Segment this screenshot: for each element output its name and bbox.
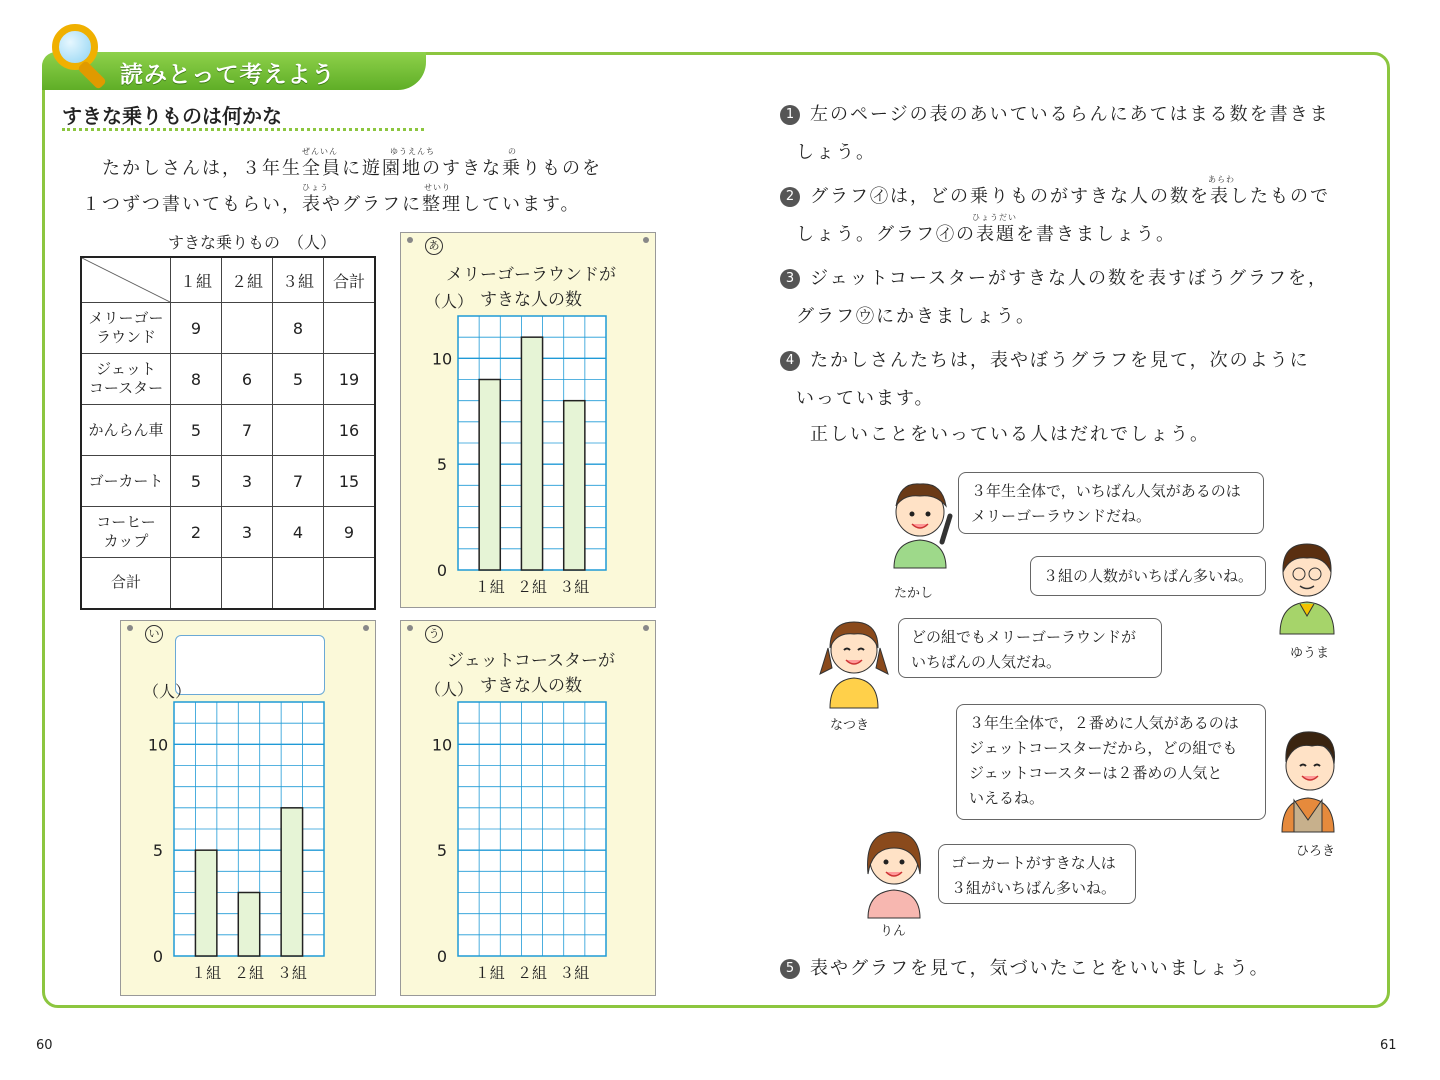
speech-takashi [958,472,1264,534]
speech-line: ジェットコースターだから，どの組でも [969,739,1238,757]
table-cell: 9 [171,303,222,354]
q2-text: グラフ㋑は，どの乗りものがすきな人の数を表したもので [810,186,1330,207]
page-number-left: 60 [36,1038,53,1053]
ruby-seiri: せいり [424,183,451,192]
x-tick-label: ３組 [559,964,590,982]
table-cell: 4 [273,507,324,558]
x-tick-label: ２組 [233,964,265,982]
chart-i-mark: い [145,625,163,643]
chart-u-title-line2: すきな人の数 [480,676,582,696]
question-2 [780,182,1330,208]
q4-cont: いっています。 [796,388,935,409]
chart-a-unit: （人） [425,292,474,311]
q4-number: 4 [780,351,800,371]
x-tick-label: １組 [474,578,505,596]
section-title: すきな乗りものは何かな [62,104,282,128]
hiroki-avatar [1272,720,1344,836]
x-tick-label: ２組 [516,578,548,596]
speech-line: メリーゴーラウンドだね。 [971,507,1152,525]
speech-line: ３年生全体で，いちばん人気があるのは [971,482,1241,500]
q4-cont2: 正しいことをいっている人はだれでしょう。 [810,424,1210,445]
table-cell: 7 [222,405,273,456]
y-tick-label: 5 [436,841,448,861]
table-caption: すきな乗りもの （人） [168,233,337,252]
y-tick-label: 5 [436,455,448,475]
chart-u-title-line1: ジェットコースターが [446,651,616,671]
table-cell: 15 [324,456,376,507]
col-header: 合計 [324,257,376,303]
takashi-avatar [880,472,960,582]
speech-yuuma [1030,556,1266,596]
ruby-hyoudai: ひょうだい [972,213,1017,222]
page-number-right: 61 [1380,1038,1397,1053]
takashi-name: たかし [894,586,934,601]
question-3 [780,264,1328,290]
q5-text: 表やグラフを見て，気づいたことをいいましょう。 [810,958,1270,979]
pin-icon [363,625,369,631]
table-cell: 3 [222,456,273,507]
row-label: ジェット コースター [81,354,171,405]
table-cell: 9 [324,507,376,558]
chart-i-unit: （人） [143,682,192,701]
ruby-hyou: ひょう [302,183,329,192]
speech-line: ３組の人数がいちばん多いね。 [1043,567,1254,585]
y-tick-label: 10 [431,349,453,369]
speech-line: ジェットコースターは２番めの人気と [969,764,1223,782]
speech-line: ３組がいちばん多いね。 [951,879,1117,897]
q2-cont: しょう。グラフ㋑の表題を書きましょう。 [796,224,1176,245]
speech-rin [938,844,1136,904]
y-tick-label: 10 [147,735,169,755]
q1-text: 左のページの表のあいているらんにあてはまる数を書きま [810,104,1330,125]
speech-natsuki [898,618,1162,678]
q5-number: 5 [780,959,800,979]
yuuma-name: ゆうま [1290,646,1330,661]
speech-line: いえるね。 [969,789,1045,807]
speech-line: どの組でもメリーゴーラウンドが [911,628,1137,646]
question-1 [780,100,1330,126]
y-tick-label: 10 [431,735,453,755]
speech-line: いちばんの人気だね。 [911,653,1062,671]
x-tick-label: ３組 [559,578,590,596]
table-cell: 6 [222,354,273,405]
row-label: 合計 [81,558,171,609]
q1-number: 1 [780,105,800,125]
rin-name: りん [880,924,907,939]
y-tick-label: 5 [152,841,164,861]
table-cell: 19 [324,354,376,405]
chart-a-title-line1: メリーゴーラウンドが [446,265,616,285]
chart-u-unit: （人） [425,680,474,699]
pin-icon [643,625,649,631]
ruby-arawa: あらわ [1208,175,1235,184]
q4-text: たかしさんたちは，表やぼうグラフを見て，次のように [810,350,1310,371]
x-tick-label: １組 [191,964,222,982]
rin-avatar [854,818,934,922]
yuuma-avatar [1272,528,1342,640]
table-cell: 5 [171,456,222,507]
q3-cont: グラフ㋒にかきましょう。 [796,306,1036,327]
y-tick-label: 0 [436,561,448,580]
intro-line-1: たかしさんは，３年生全員に遊園地のすきな乗りものを [102,158,602,179]
table-cell: 7 [273,456,324,507]
x-tick-label: ２組 [516,964,548,982]
intro-line-2: １つずつ書いてもらい，表やグラフに整理しています。 [82,194,581,215]
banner-title: 読みとって考えよう [120,62,336,88]
speech-hiroki [956,704,1266,820]
col-header: ２組 [222,257,273,303]
table-cell: 5 [273,354,324,405]
ruby-zenin: ぜんいん [302,147,338,156]
speech-line: ３年生全体で，２番めに人気があるのは [969,714,1239,732]
row-label: コーヒー カップ [81,507,171,558]
chart-i-panel [120,620,376,996]
q3-text: ジェットコースターがすきな人の数を表すぼうグラフを， [810,268,1329,289]
ruby-no: の [508,147,517,156]
chart-a-title-line2: すきな人の数 [480,290,582,310]
y-tick-label: 0 [436,947,448,966]
chart-u-panel [400,620,656,996]
row-label: ゴーカート [81,456,171,507]
pin-icon [407,625,413,631]
chart-a-mark: あ [425,237,443,255]
row-label: メリーゴー ラウンド [81,303,171,354]
x-tick-label: ３組 [276,964,307,982]
row-label: かんらん車 [81,405,171,456]
speech-line: ゴーカートがすきな人は [951,854,1116,872]
chart-i-title-blank[interactable] [175,635,325,695]
col-header: ３組 [273,257,324,303]
hiroki-name: ひろき [1296,844,1336,859]
pin-icon [127,625,133,631]
ruby-yuenchi: ゆうえんち [390,147,435,156]
question-4 [780,346,1310,372]
table-cell: 2 [171,507,222,558]
natsuki-name: なつき [830,718,870,733]
q1-cont: しょう。 [796,142,876,163]
col-header: １組 [171,257,222,303]
question-5 [780,954,1270,980]
q3-number: 3 [780,269,800,289]
x-tick-label: １組 [474,964,505,982]
y-tick-label: 0 [152,947,164,966]
table-cell: 8 [171,354,222,405]
table-cell: 16 [324,405,376,456]
q2-number: 2 [780,187,800,207]
table-cell: 8 [273,303,324,354]
natsuki-avatar [814,608,894,712]
table-cell: 3 [222,507,273,558]
chart-u-mark: う [425,625,443,643]
table-cell: 5 [171,405,222,456]
